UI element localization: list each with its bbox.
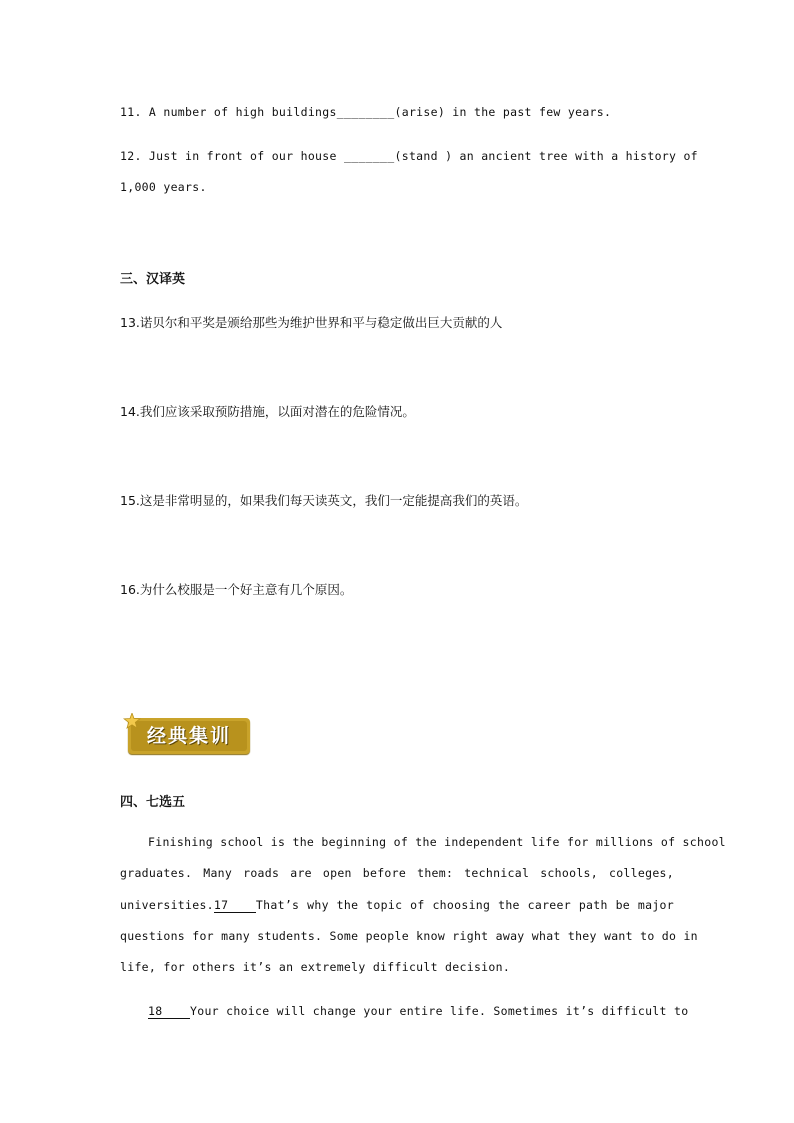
question-15: 15.这是非常明显的，如果我们每天读英文，我们一定能提高我们的英语。: [120, 493, 528, 508]
question-11: [120, 105, 674, 119]
section-4-heading: 四、七选五: [120, 795, 186, 810]
star-icon: [123, 713, 141, 729]
passage-line-3-prefix: universities.: [120, 898, 214, 912]
question-11-blank: ________: [336, 105, 395, 119]
passage-line-6: [120, 1004, 689, 1019]
section-3-heading: 三、汉译英: [120, 272, 186, 287]
passage-line-1: Finishing school is the beginning of the independent life for millions of school: [148, 835, 726, 849]
question-12-prefix: 12. Just in front of our house: [120, 149, 344, 163]
question-16: 16.为什么校服是一个好主意有几个原因。: [120, 582, 353, 597]
passage-line-2: graduates. Many roads are open before them: technical schools, colleges,: [120, 866, 674, 880]
section-badge: [123, 713, 254, 757]
passage-line-5: life, for others it’s an extremely difficult decision.: [120, 960, 511, 974]
question-12-line-2: 1,000 years.: [120, 180, 207, 194]
badge-box: [128, 718, 250, 754]
blank-17: 17: [214, 900, 256, 913]
question-11-suffix: (arise) in the past few years.: [394, 105, 612, 119]
question-12-suffix: (stand ) an ancient tree with a history of: [394, 149, 698, 163]
question-12-blank: _______: [343, 149, 395, 163]
question-12-line-1: [120, 149, 698, 163]
passage-line-6-suffix: Your choice will change your entire life. Sometimes it’s difficult to: [190, 1004, 689, 1018]
question-14: 14.我们应该采取预防措施，以面对潜在的危险情况。: [120, 404, 415, 419]
badge-label: 经典集训: [146, 725, 231, 747]
passage-line-4: questions for many students. Some people know right away what they want to do in: [120, 929, 698, 943]
passage-line-3-suffix: That’s why the topic of choosing the career path be major: [255, 898, 674, 912]
blank-18: 18: [148, 1006, 190, 1019]
question-11-prefix: 11. A number of high buildings: [120, 105, 337, 119]
passage-line-3: [120, 898, 674, 913]
question-13: 13.诺贝尔和平奖是颁给那些为维护世界和平与稳定做出巨大贡献的人: [120, 315, 503, 330]
